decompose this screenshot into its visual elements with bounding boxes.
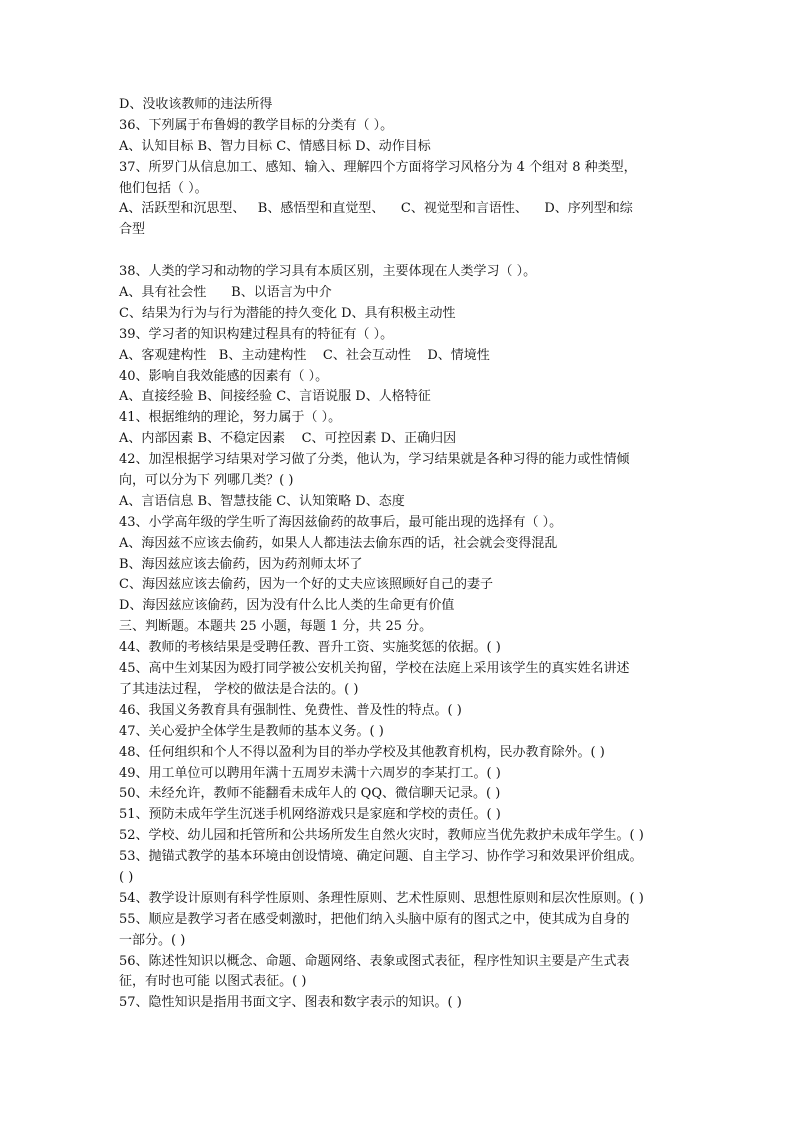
text-line: 38、人类的学习和动物的学习具有本质区别，主要体现在人类学习（ ）。 [119, 264, 537, 280]
text-line: ( ) [119, 869, 134, 885]
text-line: D、没收该教师的违法所得 [119, 97, 273, 112]
text-line: 向，可以分为下 列哪几类？( ) [119, 473, 294, 489]
text-line: A、具有社会性 B、以语言为中介 [119, 285, 332, 301]
text-line: 47、关心爱护全体学生是教师的基本义务。( ) [119, 723, 384, 739]
text-line: 52、学校、幼儿园和托管所和公共场所发生自然火灾时，教师应当优先救护未成年学生。( ) [119, 828, 644, 844]
text-line: A、客观建构性 B、主动建构性 C、社会互动性 D、情境性 [119, 347, 490, 363]
text-line: 合型 [119, 222, 146, 238]
text-line: 56、陈述性知识以概念、命题、命题网络、表象或图式表征，程序性知识主要是产生式表 [119, 953, 630, 969]
text-line: 一部分。( ) [119, 932, 186, 948]
document-page [119, 95, 699, 1014]
text-line: D、海因兹应该偷药，因为没有什么比人类的生命更有价值 [119, 598, 455, 614]
text-line: 48、任何组织和个人不得以盈利为目的举办学校及其他教育机构，民办教育除外。( ) [119, 744, 605, 760]
text-line: 他们包括（ ）。 [119, 180, 208, 196]
text-line: 45、高中生刘某因为殴打同学被公安机关拘留，学校在法庭上采用该学生的真实姓名讲述 [119, 661, 630, 677]
text-line: C、海因兹应该去偷药，因为一个好的丈夫应该照顾好自己的妻子 [119, 577, 493, 593]
text-line: 43、小学高年级的学生听了海因兹偷药的故事后，最可能出现的选择有（ ）。 [119, 514, 563, 530]
text-line: 55、顺应是教学习者在感受刺激时，把他们纳入头脑中原有的图式之中，使其成为自身的 [119, 911, 630, 927]
text-line: 57、隐性知识是指用书面文字、图表和数字表示的知识。( ) [119, 995, 462, 1011]
text-line: 49、用工单位可以聘用年满十五周岁未满十六周岁的李某打工。( ) [119, 765, 501, 781]
text-line: A、内部因素 B、不稳定因素 C、可控因素 D、正确归因 [119, 431, 457, 447]
text-line: A、言语信息 B、智慧技能 C、认知策略 D、态度 [119, 493, 405, 509]
text-line: A、认知目标 B、智力目标 C、情感目标 D、动作目标 [119, 138, 431, 154]
text-line: 37、所罗门从信息加工、感知、输入、理解四个方面将学习风格分为 4 个组对 8 种类型， [119, 159, 637, 175]
text-line: A、活跃型和沉思型、 B、感悟型和直觉型、 C、视觉型和言语性、 D、序列型和综 [119, 201, 633, 217]
text-line: 40、影响自我效能感的因素有（ ）。 [119, 368, 329, 384]
text-line: 41、根据维纳的理论，努力属于（ ）。 [119, 410, 342, 426]
text-line: 53、抛锚式教学的基本环境由创设情境、确定问题、自主学习、协作学习和效果评价组成。 [119, 849, 643, 865]
text-line: 了其违法过程， 学校的做法是合法的。( ) [119, 681, 359, 697]
text-line: 征，有时也可能 以图式表征。( ) [119, 974, 307, 990]
text-line: 46、我国义务教育具有强制性、免费性、普及性的特点。( ) [119, 702, 462, 718]
text-line: C、结果为行为与行为潜能的持久变化 D、具有积极主动性 [119, 305, 456, 321]
text-line: 三、判断题。本题共 25 小题，每题 1 分，共 25 分。 [119, 619, 433, 635]
text-line: 50、未经允许，教师不能翻看未成年人的 QQ、微信聊天记录。( ) [119, 786, 501, 802]
text-line: A、直接经验 B、间接经验 C、言语说服 D、人格特征 [119, 389, 431, 405]
text-line: B、海因兹应该去偷药，因为药剂师太坏了 [119, 556, 363, 572]
text-line: 36、下列属于布鲁姆的教学目标的分类有（ ）。 [119, 117, 394, 133]
text-line: 51、预防未成年学生沉迷手机网络游戏只是家庭和学校的责任。( ) [119, 807, 501, 823]
text-line: A、海因兹不应该去偷药，如果人人都违法去偷东西的话，社会就会变得混乱 [119, 535, 558, 551]
text-line: 42、加涅根据学习结果对学习做了分类，他认为，学习结果就是各种习得的能力或性情倾 [119, 452, 630, 468]
text-line: 39、学习者的知识构建过程具有的特征有（ ）。 [119, 326, 394, 342]
blank-line [119, 241, 699, 262]
text-line: 54、教学设计原则有科学性原则、条理性原则、艺术性原则、思想性原则和层次性原则。( ) [119, 890, 644, 906]
text-line: 44、教师的考核结果是受聘任教、晋升工资、实施奖惩的依据。( ) [119, 640, 501, 656]
